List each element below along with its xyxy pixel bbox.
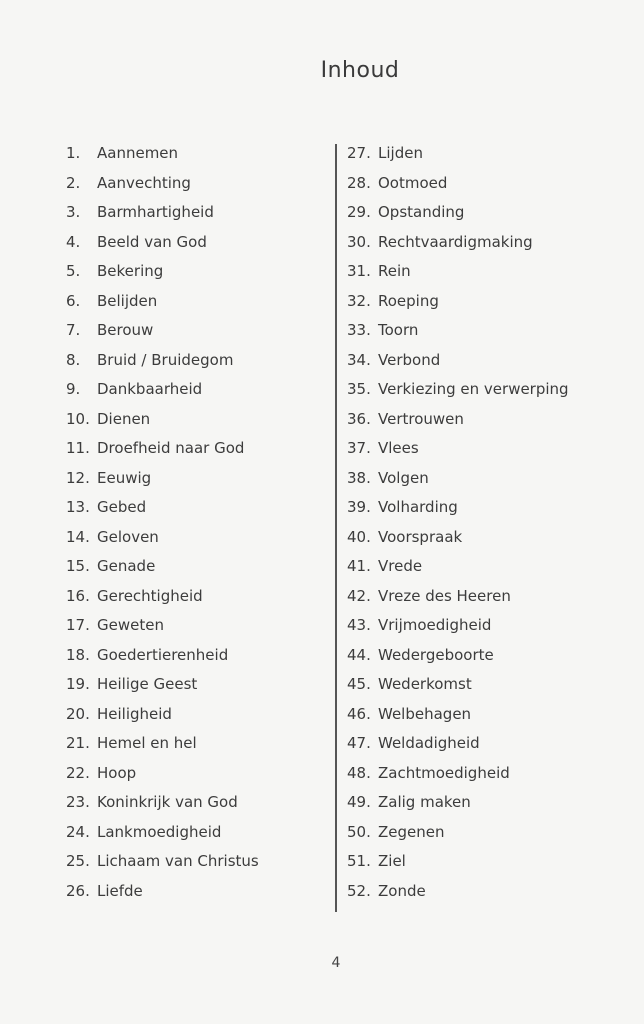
toc-entry	[347, 818, 569, 848]
toc-entry-number: 33.	[347, 321, 371, 340]
toc-entry-label: Welbehagen	[378, 704, 472, 723]
toc-entry	[66, 139, 259, 169]
toc-entry	[347, 847, 569, 877]
toc-entry	[347, 759, 569, 789]
toc-entry-number: 52.	[347, 881, 371, 900]
toc-entry-label: Vrede	[378, 557, 423, 576]
toc-entry-number: 4.	[66, 232, 81, 251]
toc-entry-number: 31.	[347, 262, 371, 281]
toc-entry-label: Belijden	[97, 291, 158, 310]
toc-entry	[347, 877, 569, 907]
toc-entry-label: Goedertierenheid	[97, 645, 229, 664]
toc-entry-label: Geloven	[97, 527, 159, 546]
toc-entry	[347, 228, 569, 258]
toc-entry	[66, 552, 259, 582]
toc-entry	[347, 169, 569, 199]
toc-entry-number: 14.	[66, 527, 90, 546]
toc-entry	[66, 877, 259, 907]
toc-entry	[347, 582, 569, 612]
toc-entry-label: Toorn	[378, 321, 419, 340]
toc-entry-number: 51.	[347, 852, 371, 871]
toc-entry	[347, 316, 569, 346]
toc-entry-number: 21.	[66, 734, 90, 753]
toc-entry-label: Droefheid naar God	[97, 439, 245, 458]
toc-entry-label: Bekering	[97, 262, 164, 281]
toc-entry	[66, 729, 259, 759]
toc-entry-number: 42.	[347, 586, 371, 605]
toc-entry-number: 27.	[347, 144, 371, 162]
toc-entry-label: Geweten	[97, 616, 164, 635]
toc-entry-label: Ootmoed	[378, 173, 448, 192]
toc-entry	[66, 316, 259, 346]
toc-entry-number: 44.	[347, 645, 371, 664]
toc-entry	[347, 405, 569, 435]
toc-entry-label: Beeld van God	[97, 232, 207, 251]
toc-entry-label: Lijden	[378, 144, 423, 162]
toc-entry-number: 24.	[66, 822, 90, 841]
toc-entry-label: Zalig maken	[378, 793, 471, 812]
toc-entry-label: Vreze des Heeren	[378, 586, 511, 605]
toc-entry	[66, 287, 259, 317]
toc-entry	[66, 346, 259, 376]
toc-entry-number: 20.	[66, 704, 90, 723]
toc-entry-number: 5.	[66, 262, 81, 281]
toc-entry-label: Koninkrijk van God	[97, 793, 238, 812]
toc-entry-number: 25.	[66, 852, 90, 871]
toc-entry-number: 37.	[347, 439, 371, 458]
toc-entry-number: 2.	[66, 173, 81, 192]
toc-entry-number: 15.	[66, 557, 90, 576]
toc-entry-number: 41.	[347, 557, 371, 576]
toc-entry	[347, 287, 569, 317]
toc-entry	[66, 464, 259, 494]
toc-entry-label: Heilige Geest	[97, 675, 198, 694]
toc-entry-number: 23.	[66, 793, 90, 812]
toc-entry-number: 17.	[66, 616, 90, 635]
toc-entry-number: 3.	[66, 203, 81, 222]
toc-entry-label: Dienen	[97, 409, 151, 428]
toc-entry-number: 45.	[347, 675, 371, 694]
toc-entry	[347, 493, 569, 523]
toc-entry-label: Hemel en hel	[97, 734, 197, 753]
toc-entry	[347, 700, 569, 730]
toc-entry-label: Barmhartigheid	[97, 203, 214, 222]
toc-entry-label: Eeuwig	[97, 468, 152, 487]
toc-entry-label: Rein	[378, 262, 411, 281]
toc-entry-label: Zachtmoedigheid	[378, 763, 510, 782]
toc-entry-label: Berouw	[97, 321, 154, 340]
toc-entry-number: 34.	[347, 350, 371, 369]
toc-entry-label: Ziel	[378, 852, 406, 871]
toc-entry-number: 18.	[66, 645, 90, 664]
toc-entry-label: Verkiezing en verwerping	[378, 380, 569, 399]
toc-entry-number: 1.	[66, 144, 81, 162]
toc-entry-number: 40.	[347, 527, 371, 546]
toc-entry-number: 50.	[347, 822, 371, 841]
toc-entry	[66, 228, 259, 258]
toc-entry-number: 32.	[347, 291, 371, 310]
toc-entry-number: 26.	[66, 881, 90, 900]
toc-entry	[66, 523, 259, 553]
toc-entry	[66, 582, 259, 612]
toc-entry-number: 22.	[66, 763, 90, 782]
toc-entry-number: 7.	[66, 321, 81, 340]
toc-entry	[66, 611, 259, 641]
toc-entry-number: 13.	[66, 498, 90, 517]
page-number: 4	[331, 955, 341, 971]
toc-entry-number: 9.	[66, 380, 81, 399]
toc-entry-number: 19.	[66, 675, 90, 694]
toc-entry-number: 35.	[347, 380, 371, 399]
toc-entry-label: Volgen	[378, 468, 429, 487]
toc-entry-number: 46.	[347, 704, 371, 723]
toc-entry-label: Vrijmoedigheid	[378, 616, 492, 635]
toc-entry-label: Vlees	[378, 439, 419, 458]
toc-entry-number: 11.	[66, 439, 90, 458]
toc-entry-label: Gebed	[97, 498, 147, 517]
toc-entry	[66, 641, 259, 671]
toc-entry	[66, 198, 259, 228]
column-divider	[335, 144, 337, 912]
toc-entry-label: Zegenen	[378, 822, 445, 841]
toc-entry-label: Vertrouwen	[378, 409, 464, 428]
toc-entry-number: 8.	[66, 350, 81, 369]
toc-entry-number: 10.	[66, 409, 90, 428]
toc-entry	[66, 847, 259, 877]
toc-entry-number: 12.	[66, 468, 90, 487]
page-title: Inhoud	[320, 58, 400, 83]
toc-entry-number: 39.	[347, 498, 371, 517]
toc-entry-number: 48.	[347, 763, 371, 782]
toc-entry	[347, 641, 569, 671]
toc-entry	[66, 759, 259, 789]
toc-entry-label: Rechtvaardigmaking	[378, 232, 533, 251]
toc-entry-label: Wederkomst	[378, 675, 472, 694]
toc-entry-label: Dankbaarheid	[97, 380, 203, 399]
toc-entry	[66, 434, 259, 464]
toc-entry	[66, 788, 259, 818]
toc-entry	[347, 552, 569, 582]
toc-entry	[66, 169, 259, 199]
toc-entry-label: Weldadigheid	[378, 734, 480, 753]
toc-entry-label: Volharding	[378, 498, 458, 517]
toc-entry	[66, 493, 259, 523]
toc-entry-number: 29.	[347, 203, 371, 222]
toc-entry-label: Liefde	[97, 881, 143, 900]
toc-entry-label: Opstanding	[378, 203, 465, 222]
toc-entry-number: 30.	[347, 232, 371, 251]
toc-entry-label: Hoop	[97, 763, 137, 782]
toc-entry-number: 6.	[66, 291, 81, 310]
toc-entry-number: 49.	[347, 793, 371, 812]
toc-entry-label: Roeping	[378, 291, 439, 310]
toc-entry	[347, 611, 569, 641]
toc-entry-label: Zonde	[378, 881, 426, 900]
toc-entry	[347, 523, 569, 553]
toc-entry-number: 38.	[347, 468, 371, 487]
toc-entry	[347, 257, 569, 287]
toc-entry	[347, 788, 569, 818]
toc-entry-label: Genade	[97, 557, 156, 576]
toc-column-right	[347, 139, 569, 906]
toc-entry-label: Bruid / Bruidegom	[97, 350, 234, 369]
toc-entry	[347, 198, 569, 228]
toc-entry-label: Aanvechting	[97, 173, 191, 192]
toc-entry-number: 28.	[347, 173, 371, 192]
toc-entry	[66, 257, 259, 287]
toc-entry-label: Wedergeboorte	[378, 645, 494, 664]
toc-entry-label: Voorspraak	[378, 527, 463, 546]
toc-entry	[347, 346, 569, 376]
toc-entry-number: 36.	[347, 409, 371, 428]
toc-entry	[66, 818, 259, 848]
toc-entry-number: 47.	[347, 734, 371, 753]
toc-entry	[347, 139, 569, 169]
toc-entry	[347, 464, 569, 494]
toc-entry-label: Lichaam van Christus	[97, 852, 259, 871]
toc-entry	[347, 729, 569, 759]
toc-entry-number: 43.	[347, 616, 371, 635]
toc-entry-label: Heiligheid	[97, 704, 172, 723]
toc-entry-label: Lankmoedigheid	[97, 822, 222, 841]
toc-entry-label: Gerechtigheid	[97, 586, 203, 605]
toc-entry	[347, 434, 569, 464]
toc-column-left	[66, 139, 259, 906]
toc-entry-label: Verbond	[378, 350, 441, 369]
toc-entry-number: 16.	[66, 586, 90, 605]
toc-entry	[347, 670, 569, 700]
toc-entry-label: Aannemen	[97, 144, 179, 162]
toc-entry	[66, 375, 259, 405]
toc-entry	[66, 670, 259, 700]
toc-entry	[66, 405, 259, 435]
toc-entry	[347, 375, 569, 405]
toc-entry	[66, 700, 259, 730]
